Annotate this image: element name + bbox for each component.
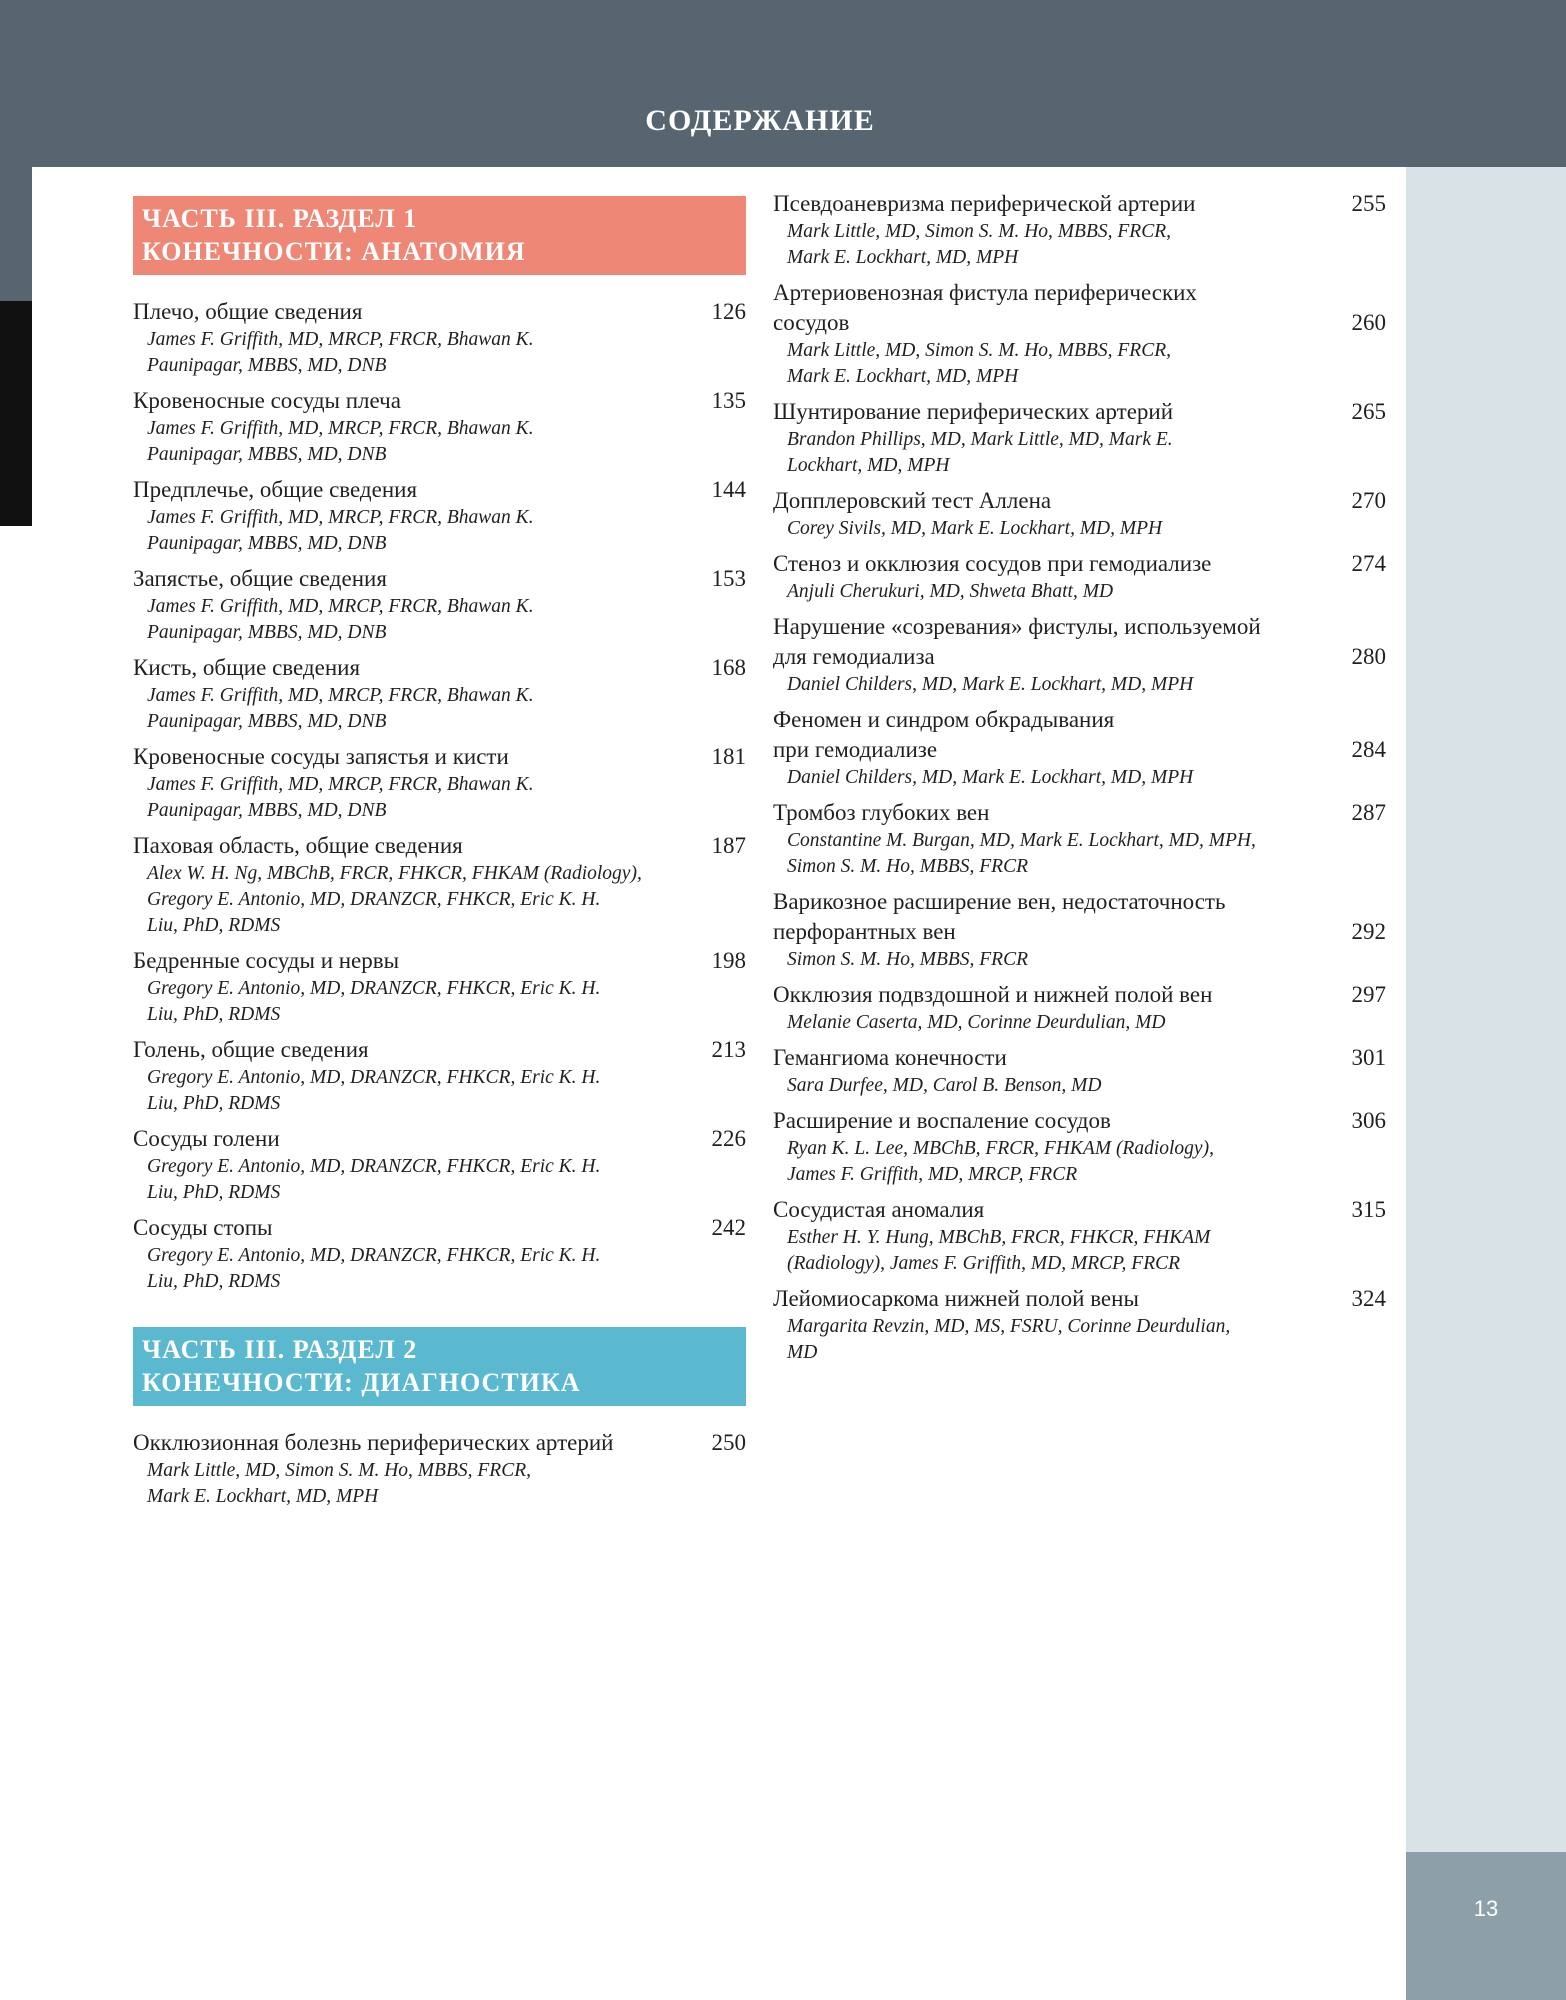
entry-author-line: Mark E. Lockhart, MD, MPH xyxy=(147,1486,379,1507)
entry-title-row xyxy=(133,475,746,505)
entry-title-line: Допплеровский тест Аллена xyxy=(773,488,1052,513)
entry-title-line: Сосуды голени xyxy=(133,1126,280,1151)
entry-page-number: 213 xyxy=(711,1037,746,1062)
entry-author-line: Lockhart, MD, MPH xyxy=(787,455,950,476)
entry-page-number: 198 xyxy=(711,948,746,973)
entry-author-line: (Radiology), James F. Griffith, MD, MRCP, FRCR xyxy=(787,1253,1181,1274)
toc-entry xyxy=(773,397,1386,479)
entry-title-row xyxy=(773,612,1386,672)
entry-title-line: Варикозное расширение вен, недостаточность xyxy=(773,889,1226,914)
entry-page-number: 187 xyxy=(711,833,746,858)
entry-author-line: Gregory E. Antonio, MD, DRANZCR, FHKCR, Eric K. H. xyxy=(147,889,601,910)
entry-authors xyxy=(133,1458,746,1510)
section-header xyxy=(133,1327,746,1406)
entry-authors xyxy=(133,772,746,824)
entry-author-line: Brandon Phillips, MD, Mark Little, MD, Mark E. xyxy=(787,429,1173,450)
entry-authors xyxy=(773,516,1386,542)
entry-title-line: Нарушение «созревания» фистулы, используемой xyxy=(773,614,1261,639)
entry-author-line: MD xyxy=(787,1342,818,1363)
entry-page-number: 274 xyxy=(1351,551,1386,576)
entry-title xyxy=(773,549,1231,579)
entry-title xyxy=(773,887,1245,947)
entry-title-line: Тромбоз глубоких вен xyxy=(773,800,990,825)
entry-authors xyxy=(773,947,1386,973)
entry-authors xyxy=(133,416,746,468)
entry-authors xyxy=(773,828,1386,880)
toc-entry xyxy=(773,189,1386,271)
toc-entry xyxy=(773,486,1386,542)
entry-title-line: для гемодиализа xyxy=(773,644,935,669)
entry-authors xyxy=(133,861,746,939)
entry-author-line: Gregory E. Antonio, MD, DRANZCR, FHKCR, Eric K. H. xyxy=(147,1245,601,1266)
entry-author-line: Gregory E. Antonio, MD, DRANZCR, FHKCR, Eric K. H. xyxy=(147,1156,601,1177)
toc-entry xyxy=(133,1035,746,1117)
entry-authors xyxy=(773,672,1386,698)
entry-title-row xyxy=(133,1428,746,1458)
entry-title xyxy=(773,189,1215,219)
entry-author-line: James F. Griffith, MD, MRCP, FRCR, Bhawan K. xyxy=(147,596,534,617)
entry-title xyxy=(773,1195,1004,1225)
entry-page-number: 242 xyxy=(711,1215,746,1240)
entry-title-line: Кровеносные сосуды запястья и кисти xyxy=(133,744,509,769)
entry-title xyxy=(133,1035,389,1065)
entry-title-row xyxy=(773,705,1386,765)
entry-page-number: 265 xyxy=(1351,399,1386,424)
entry-authors xyxy=(773,579,1386,605)
entry-title-row xyxy=(773,887,1386,947)
entry-title-line: Предплечье, общие сведения xyxy=(133,477,418,502)
entry-authors xyxy=(773,1010,1386,1036)
section-header-line: ЧАСТЬ III. РАЗДЕЛ 2 xyxy=(142,1335,418,1364)
entry-title-line: перфорантных вен xyxy=(773,919,956,944)
entry-author-line: Liu, PhD, RDMS xyxy=(147,1093,281,1114)
entry-authors xyxy=(773,1136,1386,1188)
entry-authors xyxy=(133,594,746,646)
entry-title-row xyxy=(773,549,1386,579)
toc-entry xyxy=(133,742,746,824)
toc-entry xyxy=(133,1124,746,1206)
entry-title xyxy=(773,705,1134,765)
entry-title-line: сосудов xyxy=(773,310,850,335)
entry-title xyxy=(773,980,1232,1010)
toc-entry xyxy=(773,612,1386,698)
entry-title xyxy=(133,297,382,327)
entry-title xyxy=(133,475,437,505)
entry-authors xyxy=(773,1073,1386,1099)
page-number-box xyxy=(1406,1852,1566,2000)
entry-author-line: Simon S. M. Ho, MBBS, FRCR xyxy=(787,856,1029,877)
entry-title-row xyxy=(133,742,746,772)
toc-entry xyxy=(773,1043,1386,1099)
entry-title-row xyxy=(773,1284,1386,1314)
entry-page-number: 126 xyxy=(711,299,746,324)
entry-authors xyxy=(133,505,746,557)
entry-page-number: 144 xyxy=(711,477,746,502)
entry-title-line: Окклюзионная болезнь периферических артерий xyxy=(133,1430,614,1455)
entry-title-row xyxy=(773,397,1386,427)
toc-right-column xyxy=(773,189,1386,1373)
entry-title-line: Артериовенозная фистула периферических xyxy=(773,280,1197,305)
toc-entry xyxy=(773,549,1386,605)
entry-author-line: Liu, PhD, RDMS xyxy=(147,915,281,936)
toc-entry xyxy=(773,980,1386,1036)
entry-title-row xyxy=(133,1213,746,1243)
entry-page-number: 270 xyxy=(1351,488,1386,513)
toc-entry xyxy=(133,831,746,939)
toc-entry xyxy=(133,386,746,468)
entry-authors xyxy=(133,1065,746,1117)
toc-entry xyxy=(133,564,746,646)
entry-title xyxy=(773,1284,1159,1314)
entry-authors xyxy=(773,338,1386,390)
entry-page-number: 255 xyxy=(1351,191,1386,216)
entry-title-line: Лейомиосаркома нижней полой вены xyxy=(773,1286,1139,1311)
entry-title-line: Стеноз и окклюзия сосудов при гемодиализе xyxy=(773,551,1212,576)
entry-page-number: 284 xyxy=(1351,737,1386,762)
entry-author-line: James F. Griffith, MD, MRCP, FRCR, Bhawan K. xyxy=(147,507,534,528)
entry-title-row xyxy=(133,297,746,327)
toc-entry xyxy=(773,1284,1386,1366)
entry-author-line: Paunipagar, MBBS, MD, DNB xyxy=(147,622,387,643)
entry-author-line: Mark E. Lockhart, MD, MPH xyxy=(787,366,1019,387)
entry-authors xyxy=(773,427,1386,479)
entry-author-line: James F. Griffith, MD, MRCP, FRCR, Bhawan K. xyxy=(147,418,534,439)
entry-title xyxy=(133,1428,633,1458)
toc-entry xyxy=(133,946,746,1028)
entry-title-row xyxy=(773,278,1386,338)
entry-author-line: James F. Griffith, MD, MRCP, FRCR, Bhawan K. xyxy=(147,685,534,706)
entry-title-line: Окклюзия подвздошной и нижней полой вен xyxy=(773,982,1213,1007)
entry-page-number: 306 xyxy=(1351,1108,1386,1133)
entry-title-line: Кисть, общие сведения xyxy=(133,655,361,680)
entry-title-row xyxy=(773,1106,1386,1136)
entry-title xyxy=(133,386,421,416)
entry-title xyxy=(133,564,407,594)
section-header-line: ЧАСТЬ III. РАЗДЕЛ 1 xyxy=(142,204,418,233)
toc-entry xyxy=(773,278,1386,390)
entry-author-line: Mark E. Lockhart, MD, MPH xyxy=(787,247,1019,268)
entry-title-line: Псевдоаневризма периферической артерии xyxy=(773,191,1196,216)
entry-title-row xyxy=(773,980,1386,1010)
entry-title-line: Сосудистая аномалия xyxy=(773,1197,985,1222)
entry-title-row xyxy=(773,1195,1386,1225)
entry-author-line: Paunipagar, MBBS, MD, DNB xyxy=(147,800,387,821)
entry-author-line: Paunipagar, MBBS, MD, DNB xyxy=(147,711,387,732)
entry-title-line: Плечо, общие сведения xyxy=(133,299,363,324)
entry-author-line: Paunipagar, MBBS, MD, DNB xyxy=(147,444,387,465)
entry-page-number: 153 xyxy=(711,566,746,591)
entry-title-line: при гемодиализе xyxy=(773,737,938,762)
entry-author-line: Daniel Childers, MD, Mark E. Lockhart, MD, MPH xyxy=(787,767,1194,788)
entry-page-number: 168 xyxy=(711,655,746,680)
entry-author-line: Alex W. H. Ng, MBChB, FRCR, FHKCR, FHKAM (Radiology), xyxy=(147,863,642,884)
entry-author-line: James F. Griffith, MD, MRCP, FRCR xyxy=(787,1164,1078,1185)
entry-author-line: Gregory E. Antonio, MD, DRANZCR, FHKCR, Eric K. H. xyxy=(147,978,601,999)
page-title: СОДЕРЖАНИЕ xyxy=(645,104,875,137)
toc-entry xyxy=(133,653,746,735)
entry-title-row xyxy=(133,1124,746,1154)
entry-page-number: 226 xyxy=(711,1126,746,1151)
toc-entry xyxy=(773,887,1386,973)
entry-title-row xyxy=(133,653,746,683)
toc-entry xyxy=(133,475,746,557)
entry-author-line: Mark Little, MD, Simon S. M. Ho, MBBS, FRCR, xyxy=(147,1460,531,1481)
entry-title xyxy=(773,612,1281,672)
section-header xyxy=(133,196,746,275)
entry-author-line: James F. Griffith, MD, MRCP, FRCR, Bhawan K. xyxy=(147,774,534,795)
left-edge-strip xyxy=(0,167,32,301)
entry-title-row xyxy=(773,1043,1386,1073)
toc-entry xyxy=(773,798,1386,880)
toc-entry xyxy=(133,1213,746,1295)
entry-title xyxy=(773,486,1071,516)
entry-author-line: Paunipagar, MBBS, MD, DNB xyxy=(147,355,387,376)
toc-left-column xyxy=(133,196,746,1517)
entry-author-line: Liu, PhD, RDMS xyxy=(147,1004,281,1025)
entry-author-line: Anjuli Cherukuri, MD, Shweta Bhatt, MD xyxy=(787,581,1114,602)
entry-author-line: Gregory E. Antonio, MD, DRANZCR, FHKCR, Eric K. H. xyxy=(147,1067,601,1088)
entry-author-line: Liu, PhD, RDMS xyxy=(147,1182,281,1203)
entry-author-line: Daniel Childers, MD, Mark E. Lockhart, MD, MPH xyxy=(787,674,1194,695)
entry-authors xyxy=(133,1154,746,1206)
entry-title-line: Запястье, общие сведения xyxy=(133,566,387,591)
entry-author-line: Melanie Caserta, MD, Corinne Deurdulian, MD xyxy=(787,1012,1166,1033)
entry-author-line: Ryan K. L. Lee, MBChB, FRCR, FHKAM (Radiology), xyxy=(787,1138,1214,1159)
entry-title-line: Голень, общие сведения xyxy=(133,1037,369,1062)
entry-author-line: Mark Little, MD, Simon S. M. Ho, MBBS, FRCR, xyxy=(787,340,1171,361)
entry-title-row xyxy=(133,946,746,976)
entry-author-line: Sara Durfee, MD, Carol B. Benson, MD xyxy=(787,1075,1102,1096)
entry-authors xyxy=(133,327,746,379)
entry-title-line: Сосуды стопы xyxy=(133,1215,273,1240)
page-header xyxy=(0,0,1566,167)
entry-author-line: Corey Sivils, MD, Mark E. Lockhart, MD, MPH xyxy=(787,518,1163,539)
entry-title-line: Паховая область, общие сведения xyxy=(133,833,463,858)
entry-page-number: 297 xyxy=(1351,982,1386,1007)
toc-entry xyxy=(133,1428,746,1510)
entry-title xyxy=(773,798,1009,828)
right-margin-panel xyxy=(1406,167,1566,1852)
page-number: 13 xyxy=(1473,1896,1499,1921)
toc-entry xyxy=(773,1195,1386,1277)
entry-authors xyxy=(133,976,746,1028)
entry-title-row xyxy=(133,564,746,594)
entry-title-row xyxy=(133,386,746,416)
entry-title-line: Кровеносные сосуды плеча xyxy=(133,388,401,413)
section-header-line: КОНЕЧНОСТИ: АНАТОМИЯ xyxy=(142,237,526,266)
entry-authors xyxy=(133,683,746,735)
entry-title xyxy=(773,1106,1131,1136)
entry-title xyxy=(773,1043,1027,1073)
entry-title xyxy=(133,653,380,683)
entry-title xyxy=(133,742,529,772)
entry-title-row xyxy=(773,798,1386,828)
left-edge-bar xyxy=(0,301,32,526)
entry-author-line: Esther H. Y. Hung, MBChB, FRCR, FHKCR, FHKAM xyxy=(787,1227,1211,1248)
entry-title xyxy=(133,1213,293,1243)
toc-entry xyxy=(773,705,1386,791)
entry-author-line: James F. Griffith, MD, MRCP, FRCR, Bhawan K. xyxy=(147,329,534,350)
entry-authors xyxy=(773,765,1386,791)
entry-title-line: Гемангиома конечности xyxy=(773,1045,1007,1070)
entry-author-line: Liu, PhD, RDMS xyxy=(147,1271,281,1292)
entry-title-row xyxy=(133,1035,746,1065)
entry-title-row xyxy=(773,189,1386,219)
entry-page-number: 260 xyxy=(1351,310,1386,335)
entry-page-number: 250 xyxy=(711,1430,746,1455)
entry-authors xyxy=(773,219,1386,271)
entry-title-row xyxy=(133,831,746,861)
section-header-line: КОНЕЧНОСТИ: ДИАГНОСТИКА xyxy=(142,1368,581,1397)
entry-author-line: Paunipagar, MBBS, MD, DNB xyxy=(147,533,387,554)
entry-title xyxy=(773,397,1193,427)
entry-title xyxy=(773,278,1217,338)
toc-entry xyxy=(773,1106,1386,1188)
entry-page-number: 135 xyxy=(711,388,746,413)
entry-title-line: Расширение и воспаление сосудов xyxy=(773,1108,1111,1133)
entry-title xyxy=(133,946,419,976)
entry-author-line: Simon S. M. Ho, MBBS, FRCR xyxy=(787,949,1029,970)
entry-title-line: Шунтирование периферических артерий xyxy=(773,399,1174,424)
entry-authors xyxy=(133,1243,746,1295)
entry-page-number: 181 xyxy=(711,744,746,769)
entry-page-number: 287 xyxy=(1351,800,1386,825)
entry-page-number: 280 xyxy=(1351,644,1386,669)
entry-title-line: Феномен и синдром обкрадывания xyxy=(773,707,1115,732)
toc-entry xyxy=(133,297,746,379)
entry-title-row xyxy=(773,486,1386,516)
entry-author-line: Constantine M. Burgan, MD, Mark E. Lockhart, MD, MPH, xyxy=(787,830,1256,851)
entry-page-number: 315 xyxy=(1351,1197,1386,1222)
entry-page-number: 292 xyxy=(1351,919,1386,944)
entry-title xyxy=(133,831,483,861)
entry-author-line: Mark Little, MD, Simon S. M. Ho, MBBS, FRCR, xyxy=(787,221,1171,242)
entry-author-line: Margarita Revzin, MD, MS, FSRU, Corinne Deurdulian, xyxy=(787,1316,1231,1337)
entry-page-number: 301 xyxy=(1351,1045,1386,1070)
entry-authors xyxy=(773,1225,1386,1277)
entry-page-number: 324 xyxy=(1351,1286,1386,1311)
entry-title-line: Бедренные сосуды и нервы xyxy=(133,948,400,973)
entry-authors xyxy=(773,1314,1386,1366)
entry-title xyxy=(133,1124,300,1154)
